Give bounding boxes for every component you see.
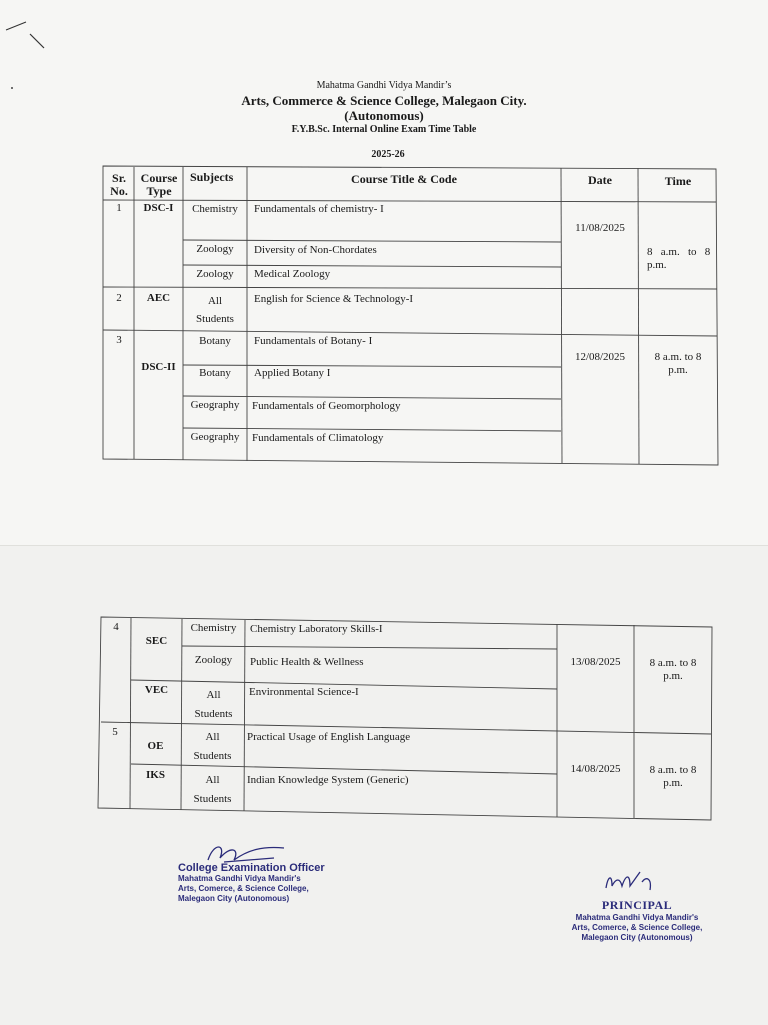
sr-cell: 2 <box>116 292 122 304</box>
subject-cell: Chemistry <box>190 622 237 634</box>
course-title-cell: Indian Knowledge System (Generic) <box>247 774 409 786</box>
time-cell: 8 a.m. to 8 p.m. <box>649 657 697 682</box>
course-title-cell: Public Health & Wellness <box>250 656 364 668</box>
course-title-cell: Fundamentals of Climatology <box>252 432 384 444</box>
subject-cell: All Students <box>193 731 232 762</box>
sr-cell: 4 <box>113 621 119 633</box>
course-title-cell: Diversity of Non-Chordates <box>254 244 377 256</box>
time-cell: 8 a.m. to 8 p.m. <box>654 351 702 376</box>
header-sr: Sr. No. <box>110 171 128 198</box>
subject-cell: Botany <box>199 335 231 347</box>
header-subjects: Subjects <box>190 170 234 184</box>
subject-cell: Chemistry <box>192 203 238 215</box>
time-cell: 8 a.m. to 8 p.m. <box>647 246 711 271</box>
autonomous-label: (Autonomous) <box>344 108 424 123</box>
course-title-cell: Environmental Science-I <box>249 686 359 698</box>
date-cell: 12/08/2025 <box>574 351 626 363</box>
course-title-cell: Chemistry Laboratory Skills-I <box>250 623 383 635</box>
subject-cell: All Students <box>193 774 232 805</box>
course-type-cell: DSC-II <box>141 361 176 373</box>
subject-cell: Zoology <box>194 654 233 666</box>
subject-cell: Botany <box>199 367 231 379</box>
date-cell: 13/08/2025 <box>570 656 621 668</box>
header-date: Date <box>588 173 612 187</box>
sr-cell: 1 <box>116 202 122 214</box>
course-type-cell: DSC-I <box>143 202 174 214</box>
course-type-cell: IKS <box>146 769 165 781</box>
subject-cell: All Students <box>196 295 234 325</box>
course-title-cell: English for Science & Technology-I <box>254 293 414 305</box>
date-cell: 14/08/2025 <box>570 763 621 775</box>
time-cell: 8 a.m. to 8 p.m. <box>649 764 697 789</box>
subject-cell: All Students <box>194 689 233 720</box>
principal-stamp: PRINCIPAL Mahatma Gandhi Vidya Mandir's Arts, Comerce, & Science College, Malegaon City (Autonomous) <box>571 898 703 942</box>
subject-cell: Geography <box>190 399 240 411</box>
course-title-cell: Practical Usage of English Language <box>247 731 411 743</box>
header-course-type: Course Type <box>140 171 178 198</box>
header-course-title: Course Title & Code <box>351 172 457 186</box>
course-title-cell: Fundamentals of Botany- I <box>254 335 373 347</box>
date-cell: 11/08/2025 <box>575 222 625 234</box>
examination-officer-stamp: College Examination Officer Mahatma Gandhi Vidya Mandir's Arts, Comerce, & Science College, Malegaon City (Autonomous) <box>178 862 325 903</box>
course-title-cell: Applied Botany I <box>254 367 331 379</box>
course-type-cell: VEC <box>144 684 169 696</box>
exam-title: F.Y.B.Sc. Internal Online Exam Time Table <box>291 124 477 135</box>
course-type-cell: SEC <box>145 635 168 647</box>
college-name: Arts, Commerce & Science College, Malegaon City. <box>241 93 527 108</box>
trust-name: Mahatma Gandhi Vidya Mandir’s <box>316 80 452 91</box>
course-type-cell: OE <box>147 740 164 752</box>
subject-cell: Zoology <box>196 243 234 255</box>
course-title-cell: Fundamentals of Geomorphology <box>252 400 401 412</box>
subject-cell: Geography <box>190 431 240 443</box>
course-title-cell: Medical Zoology <box>254 268 331 280</box>
academic-year: 2025-26 <box>371 149 405 160</box>
sr-cell: 3 <box>116 334 122 346</box>
course-title-cell: Fundamentals of chemistry- I <box>254 203 384 215</box>
subject-cell: Zoology <box>196 268 234 280</box>
header-time: Time <box>664 174 692 188</box>
course-type-cell: AEC <box>146 292 171 304</box>
sr-cell: 5 <box>112 726 118 738</box>
